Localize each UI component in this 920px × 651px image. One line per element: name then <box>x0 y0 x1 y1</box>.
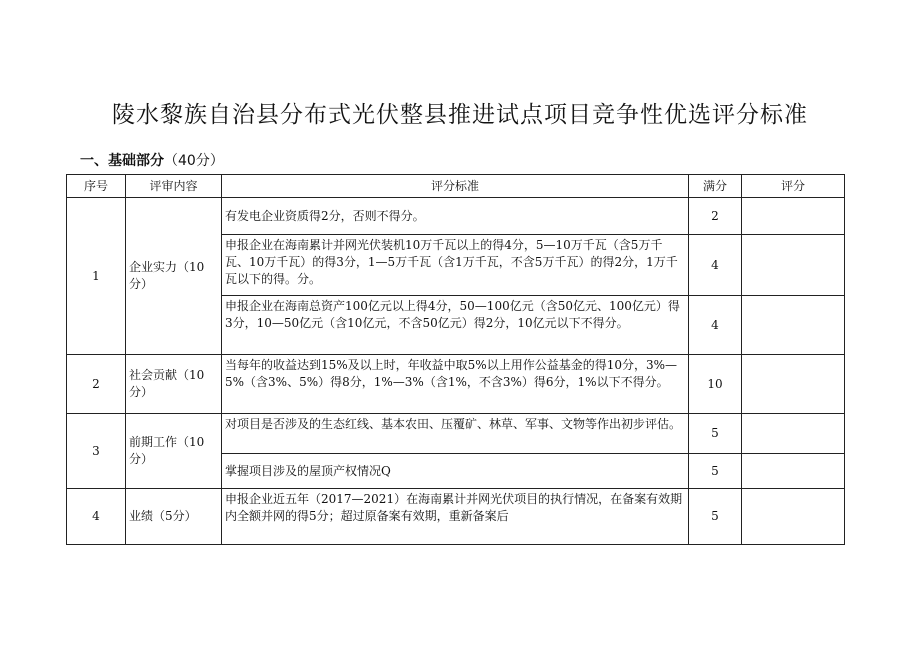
row-max-score: 10 <box>689 355 742 414</box>
header-score: 评分 <box>742 175 845 198</box>
header-criteria: 评分标准 <box>222 175 689 198</box>
header-category: 评审内容 <box>126 175 222 198</box>
row-criteria: 申报企业在海南总资产100亿元以上得4分，50—100亿元（含50亿元、100亿元）得3分，10—50亿元（含10亿元，不含50亿元）得2分，10亿元以下不得分。 <box>222 296 689 355</box>
row-criteria: 对项目是否涉及的生态红线、基本农田、压覆矿、林草、军事、文物等作出初步评估。 <box>222 414 689 454</box>
row-number: 1 <box>67 198 126 355</box>
row-number: 3 <box>67 414 126 489</box>
row-max-score: 5 <box>689 489 742 545</box>
section-points: （40分） <box>164 153 224 169</box>
row-number: 2 <box>67 355 126 414</box>
row-category: 前期工作（10分） <box>126 414 222 489</box>
section-label: 一、基础部分 <box>80 153 164 169</box>
row-criteria: 掌握项目涉及的屋顶产权情况Q <box>222 454 689 489</box>
section-heading <box>80 150 224 170</box>
table-row <box>67 198 845 235</box>
table-header-row <box>67 175 845 198</box>
row-category: 企业实力（10分） <box>126 198 222 355</box>
row-criteria: 申报企业在海南累计并网光伏装机10万千瓦以上的得4分，5—10万千瓦（含5万千瓦、10万千瓦）的得3分，1—5万千瓦（含1万千瓦，不含5万千瓦）的得2分，1万千瓦以下的得。分。 <box>222 235 689 296</box>
row-max-score: 4 <box>689 235 742 296</box>
row-max-score: 5 <box>689 454 742 489</box>
row-score-cell[interactable] <box>742 355 845 414</box>
row-max-score: 2 <box>689 198 742 235</box>
document-title: 陵水黎族自治县分布式光伏整县推进试点项目竞争性优选评分标准 <box>112 102 808 128</box>
scoring-table <box>66 174 845 545</box>
header-max: 满分 <box>689 175 742 198</box>
row-score-cell[interactable] <box>742 296 845 355</box>
row-criteria-cell <box>222 489 689 545</box>
row-max-score: 5 <box>689 414 742 454</box>
table-row <box>67 489 845 545</box>
row-criteria: 当每年的收益达到15%及以上时，年收益中取5%以上用作公益基金的得10分，3%—5%（含3%、5%）得8分，1%—3%（含1%，不含3%）得6分，1%以下不得分。 <box>222 355 689 414</box>
row-criteria: 申报企业近五年（2017—2021）在海南累计并网光伏项目的执行情况，在备案有效期内全额并网的得5分；超过原备案有效期，重新备案后 <box>225 492 683 523</box>
row-score-cell[interactable] <box>742 454 845 489</box>
row-number: 4 <box>67 489 126 545</box>
table-row <box>67 355 845 414</box>
row-category: 社会贡献（10分） <box>126 355 222 414</box>
row-criteria: 有发电企业资质得2分，否则不得分。 <box>222 198 689 235</box>
row-score-cell[interactable] <box>742 235 845 296</box>
row-score-cell[interactable] <box>742 489 845 545</box>
table-row <box>67 414 845 454</box>
header-no: 序号 <box>67 175 126 198</box>
row-max-score: 4 <box>689 296 742 355</box>
row-score-cell[interactable] <box>742 198 845 235</box>
row-category: 业绩（5分） <box>126 489 222 545</box>
row-score-cell[interactable] <box>742 414 845 454</box>
